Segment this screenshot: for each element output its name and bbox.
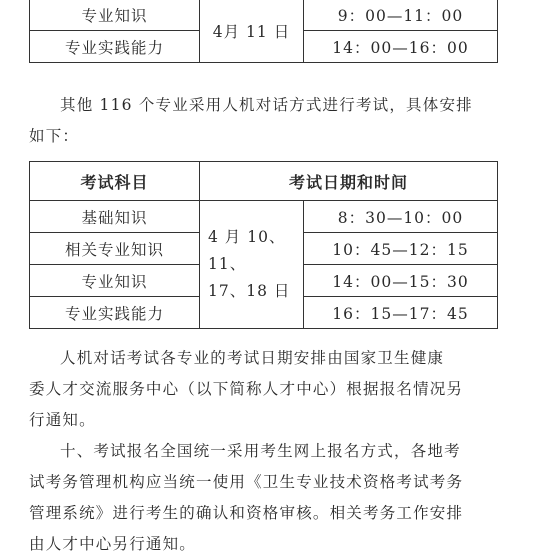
paragraph-line: 人机对话考试各专业的考试日期安排由国家卫生健康 [60, 349, 445, 367]
date-line: 4 月 10、11、 [208, 228, 286, 273]
paragraph-line: 试考务管理机构应当统一使用《卫生专业技术资格考试考务 [29, 473, 464, 491]
exam-schedule-table-top [29, 0, 498, 63]
exam-schedule-table-main [29, 161, 498, 329]
date-cell [200, 201, 304, 329]
paragraph-line: 由人才中心另行通知。 [29, 535, 197, 553]
subject-cell: 专业实践能力 [30, 31, 200, 63]
table-row [30, 0, 498, 31]
paragraph-line: 其他 116 个专业采用人机对话方式进行考试，具体安排 [60, 96, 473, 114]
paragraph-line: 十、考试报名全国统一采用考生网上报名方式，各地考 [60, 442, 461, 460]
time-cell: 8：30—10：00 [304, 201, 498, 233]
subject-cell: 基础知识 [30, 201, 200, 233]
paragraph-line: 委人才交流服务中心（以下简称人才中心）根据报名情况另 [29, 380, 464, 398]
table-header-row [30, 162, 498, 201]
time-cell: 10：45—12：15 [304, 233, 498, 265]
subject-cell: 相关专业知识 [30, 233, 200, 265]
date-line: 17、18 日 [208, 282, 291, 300]
column-header-subject: 考试科目 [30, 162, 200, 201]
paragraph-line: 如下： [29, 127, 80, 145]
time-cell: 9：00—11：00 [304, 0, 498, 31]
paragraph-line: 行通知。 [29, 411, 96, 429]
table-row [30, 201, 498, 233]
paragraph-computer-exam-intro [29, 90, 509, 152]
time-cell: 16：15—17：45 [304, 297, 498, 329]
subject-cell: 专业实践能力 [30, 297, 200, 329]
date-cell: 4月 11 日 [200, 0, 304, 63]
paragraph-line: 管理系统》进行考生的确认和资格审核。相关考务工作安排 [29, 504, 464, 522]
paragraph-registration [29, 436, 509, 560]
paragraph-computer-exam-schedule-note [29, 343, 509, 436]
time-cell: 14：00—16：00 [304, 31, 498, 63]
column-header-datetime: 考试日期和时间 [200, 162, 498, 201]
subject-cell: 专业知识 [30, 0, 200, 31]
time-cell: 14：00—15：30 [304, 265, 498, 297]
subject-cell: 专业知识 [30, 265, 200, 297]
